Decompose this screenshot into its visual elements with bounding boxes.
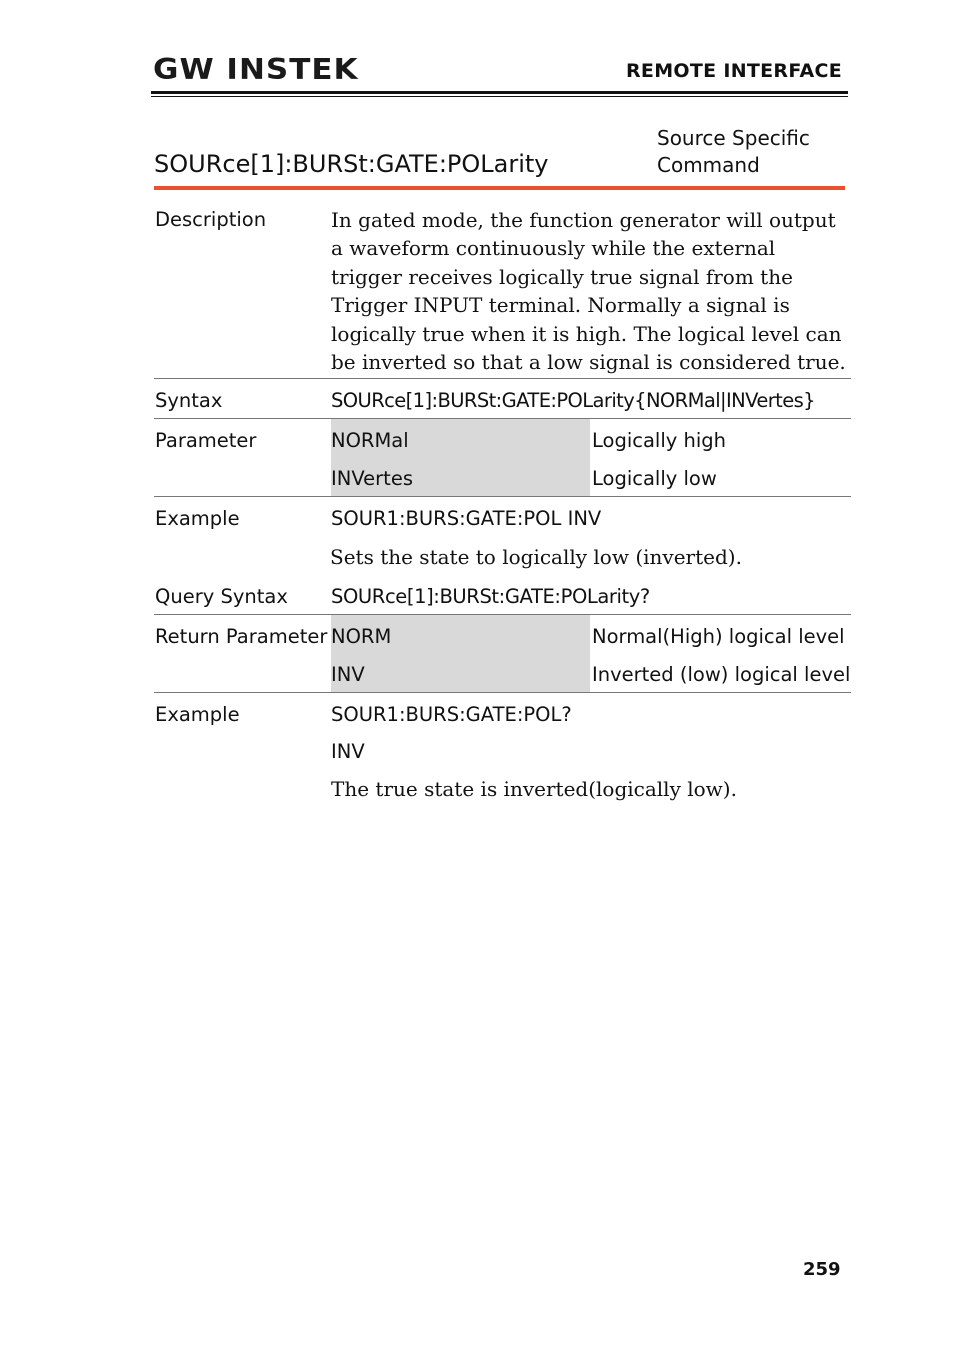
header-rule-thick [151, 91, 848, 94]
parameter-desc: Logically low [592, 467, 717, 490]
header-rule-thin [151, 96, 848, 97]
row-divider [154, 692, 851, 693]
parameter-name: INVertes [331, 467, 413, 490]
query-syntax-value: SOURce[1]:BURSt:GATE:POLarity? [331, 585, 650, 608]
example-command: SOUR1:BURS:GATE:POL? [331, 703, 572, 726]
query-syntax-label: Query Syntax [155, 585, 288, 608]
description-label: Description [155, 208, 267, 231]
example-command: SOUR1:BURS:GATE:POL INV [331, 507, 602, 530]
description-line: In gated mode, the function generator will output [331, 208, 836, 232]
syntax-label: Syntax [155, 389, 223, 412]
description-text [331, 206, 846, 376]
description-line: a waveform continuously while the external [331, 236, 776, 261]
brand-logo: GW INSTEK [153, 53, 359, 87]
return-parameter-desc: Normal(High) logical level [592, 625, 845, 648]
return-parameter-label: Return Parameter [155, 625, 328, 648]
return-parameter-name: NORM [331, 625, 392, 648]
example-label: Example [155, 507, 240, 530]
command-type [657, 125, 810, 179]
syntax-value: SOURce[1]:BURSt:GATE:POLarity{NORMal|INVertes} [331, 389, 815, 412]
description-line: logically true when it is high. The logical level can [331, 321, 842, 346]
return-parameter-desc: Inverted (low) logical level [592, 663, 851, 686]
parameter-label: Parameter [155, 429, 257, 452]
parameter-name: NORMal [331, 429, 409, 452]
example-response: INV [331, 740, 365, 763]
row-divider [154, 496, 851, 497]
example-explanation: Sets the state to logically low (inverted). [330, 545, 742, 569]
row-divider [154, 378, 851, 379]
command-type-line2: Command [657, 153, 760, 177]
example-explanation: The true state is inverted(logically low). [331, 777, 737, 801]
description-line: Trigger INPUT terminal. Normally a signal is [331, 293, 790, 318]
command-title: SOURce[1]:BURSt:GATE:POLarity [154, 150, 549, 178]
section-title: REMOTE INTERFACE [626, 60, 842, 82]
command-type-line1: Source Specific [657, 126, 810, 150]
return-parameter-name: INV [331, 663, 365, 686]
command-accent-rule [154, 186, 845, 190]
description-line: be inverted so that a low signal is considered true. [331, 350, 846, 375]
parameter-desc: Logically high [592, 429, 727, 452]
example-label: Example [155, 703, 240, 726]
page-number: 259 [803, 1259, 841, 1280]
description-line: trigger receives logically true signal from the [331, 264, 793, 289]
